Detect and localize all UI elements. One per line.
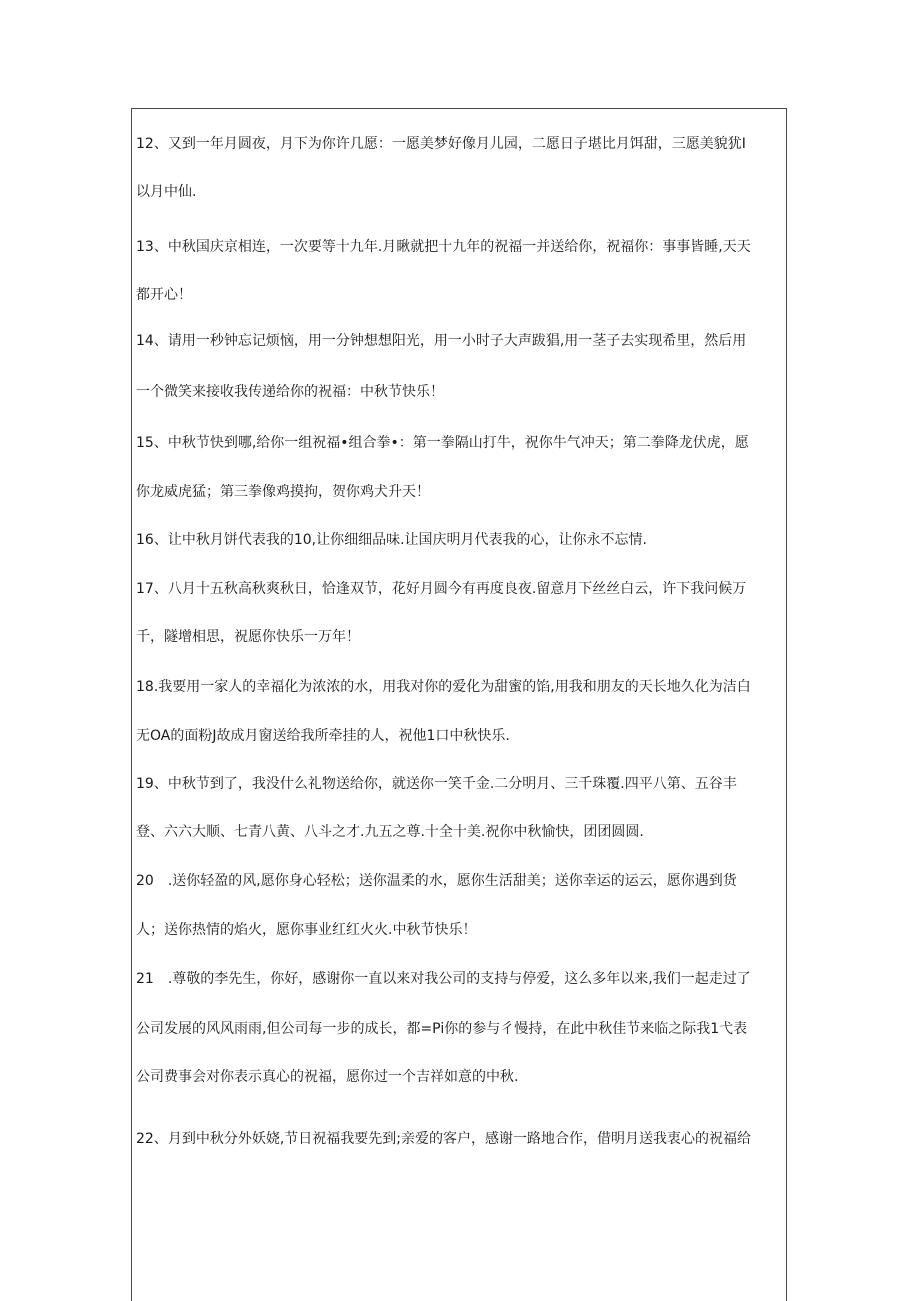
text-line-20a: 20 .送你轻盈的风,愿你身心轻松；送你温柔的水，愿你生活甜美；送你幸运的运云，愿你遇到货: [136, 873, 737, 889]
text-line-19a: 19、中秋节到了，我没什么礼物送给你，就送你一笑千金.二分明月、三千珠覆.四平八第、五谷丰: [136, 776, 737, 792]
text-line-15a: 15、中秋节快到哪,给你一组祝福•组合拳•：第一拳隔山打牛，祝你牛气冲天；第二拳降龙伏虎，愿: [136, 435, 749, 451]
text-line-16: 16、让中秋月饼代表我的10,让你细细品味.让国庆明月代表我的心，让你永不忘情.: [136, 532, 647, 548]
text-line-14a: 14、请用一秒钟忘记烦恼，用一分钟想想阳光，用一小时子大声跋猖,用一茎子去实现希里，然后用: [136, 333, 747, 349]
text-line-13a: 13、中秋国庆京相连，一次要等十九年.月瞅就把十九年的祝福一并送给你，祝福你：事事皆睡,天天: [136, 239, 751, 255]
text-line-19b: 登、六六大顺、七青八黄、八斗之才.九五之尊.十全十美.祝你中秋愉快，团团圆圆.: [136, 824, 644, 840]
text-line-12a: 12、又到一年月圆夜，月下为你许几愿：一愿美梦好像月儿园，二愿日子堪比月饵甜，三愿美貌犹I: [136, 136, 746, 152]
text-line-21b: 公司发展的风风雨雨,但公司每一步的成长，都=Pi你的参与彳慢持，在此中秋佳节来临之际我1弋表: [136, 1021, 748, 1037]
text-line-13b: 都开心！: [136, 287, 192, 303]
text-line-15b: 你龙威虎猛；第三拳像鸡摸拘，贺你鸡犬升天！: [136, 484, 430, 500]
text-line-12b: 以月中仙.: [136, 184, 197, 200]
text-line-22: 22、月到中秋分外妖娆,节日祝福我要先到;亲爱的客户，感谢一路地合作，借明月送我衷心的祝福给: [136, 1131, 751, 1147]
text-line-17a: 17、八月十五秋高秋爽秋日，恰逢双节，花好月圆今有再度良夜.留意月下丝丝白云，许下我问候万: [136, 581, 747, 597]
text-line-17b: 千，隧增相思，祝愿你快乐一万年！: [136, 629, 360, 645]
text-line-20b: 人；送你热情的焰火，愿你事业红红火火.中秋节快乐！: [136, 922, 477, 938]
text-line-18a: 18.我要用一家人的幸福化为浓浓的水，用我对你的爱化为甜蜜的馅,用我和朋友的天长地久化为洁白: [136, 679, 751, 695]
text-line-14b: 一个微笑来接收我传递给你的祝福：中秋节快乐！: [136, 384, 444, 400]
text-line-21a: 21 .尊敬的李先生，你好，感谢你一直以来对我公司的支持与停爱，这么多年以来,我们一起走过了: [136, 971, 751, 987]
text-line-21c: 公司费事会对你表示真心的祝福，愿你过一个吉祥如意的中秋.: [136, 1069, 519, 1085]
text-line-18b: 无OA的面粉J故成月窗送给我所牵挂的人，祝他1口中秋快乐.: [136, 728, 510, 744]
